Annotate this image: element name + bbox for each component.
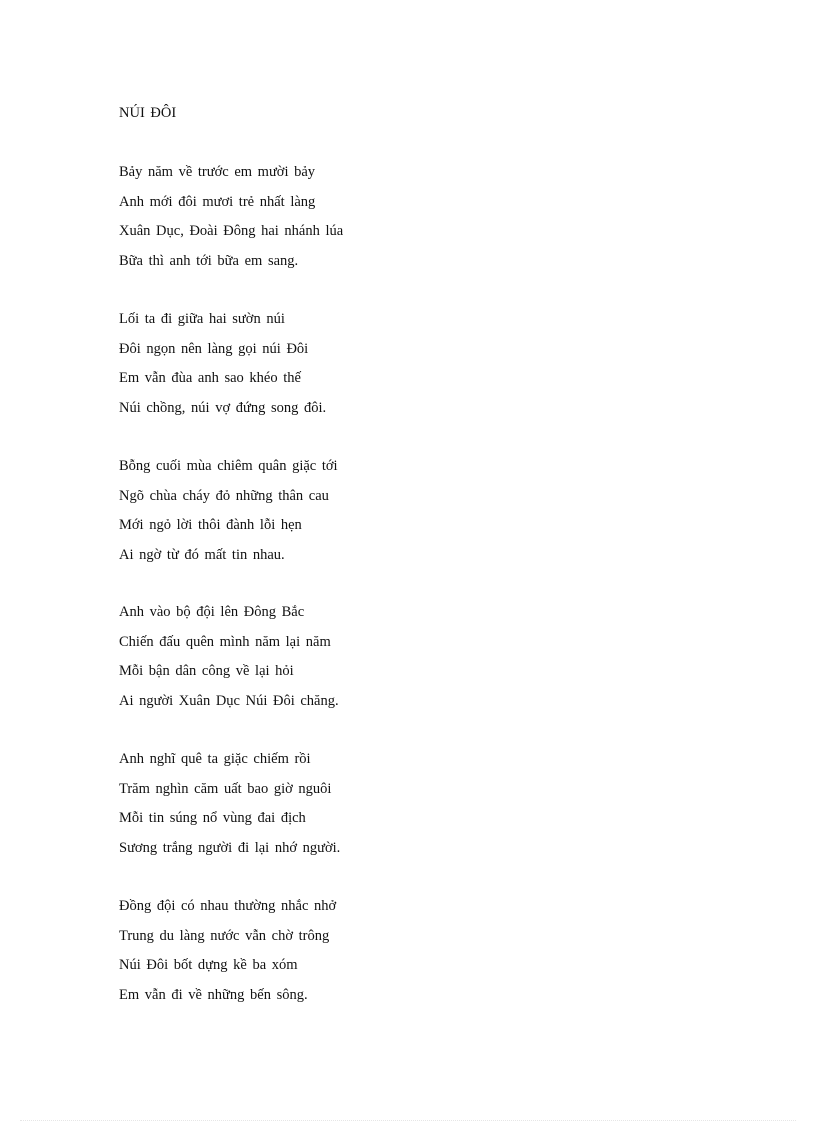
poem-line: Núi chồng, núi vợ đứng song đôi.: [119, 399, 327, 416]
stanza-3: [119, 456, 338, 574]
stanza-6: [119, 896, 336, 1014]
poem-line: Núi Đôi bốt dựng kề ba xóm: [119, 957, 298, 973]
poem-line: Bữa thì anh tới bữa em sang.: [119, 252, 299, 269]
stanza-2: [119, 309, 326, 427]
poem-title: NÚI ĐÔI: [119, 105, 177, 121]
poem-line: Mới ngỏ lời thôi đành lỗi hẹn: [119, 517, 302, 533]
poem-line: Trăm nghìn căm uất bao giờ nguôi: [119, 780, 332, 797]
poem-line: Đồng đội có nhau thường nhắc nhở: [119, 898, 337, 914]
poem-line: Bảy năm về trước em mười bảy: [119, 164, 316, 180]
poem-line: Mỗi tin súng nổ vùng đai địch: [119, 810, 306, 826]
poem-line: Em vẫn đùa anh sao khéo thế: [119, 370, 301, 386]
stanza-1: [119, 162, 343, 280]
poem-line: Ai ngờ từ đó mất tin nhau.: [119, 546, 285, 563]
poem-line: Sương trắng người đi lại nhớ người.: [119, 839, 341, 856]
poem-line: Anh mới đôi mươi trẻ nhất làng: [119, 193, 316, 210]
stanza-5: [119, 749, 340, 867]
poem-line: Bỗng cuối mùa chiêm quân giặc tới: [119, 458, 338, 474]
poem-line: Anh nghĩ quê ta giặc chiếm rồi: [119, 751, 311, 767]
poem-line: Ai người Xuân Dục Núi Đôi chăng.: [119, 692, 339, 709]
poem-line: Xuân Dục, Đoài Đông hai nhánh lúa: [119, 223, 344, 239]
poem-line: Ngõ chùa cháy đỏ những thân cau: [119, 487, 329, 504]
stanza-4: [119, 602, 339, 720]
page-bottom-divider: [20, 1120, 796, 1121]
poem-line: Lối ta đi giữa hai sườn núi: [119, 311, 285, 327]
poem-line: Trung du làng nước vẫn chờ trông: [119, 927, 330, 944]
poem-line: Chiến đấu quên mình năm lại năm: [119, 633, 331, 650]
poem-line: Đôi ngọn nên làng gọi núi Đôi: [119, 340, 309, 357]
poem-line: Em vẫn đi về những bến sông.: [119, 986, 308, 1003]
poem-line: Anh vào bộ đội lên Đông Bắc: [119, 604, 305, 620]
poem-line: Mỗi bận dân công về lại hỏi: [119, 663, 294, 679]
